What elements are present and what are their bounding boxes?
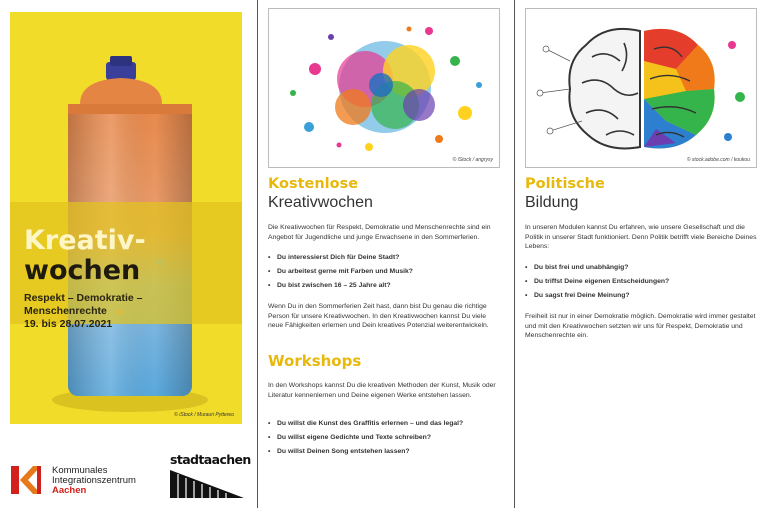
ki-logo-wordmark bbox=[52, 466, 136, 496]
cover-title-line2: wochen bbox=[24, 255, 141, 286]
paint-splash-image bbox=[268, 8, 500, 168]
question-list bbox=[525, 264, 757, 306]
list-item: • Du sagst frei Deine Meinung? bbox=[525, 292, 757, 300]
brain-illustration bbox=[526, 9, 757, 168]
stadt-aachen-logo bbox=[170, 452, 251, 498]
cover-subtitle-line: Menschenrechte bbox=[24, 305, 107, 317]
kreativwochen-panel bbox=[257, 0, 512, 508]
list-item: • Du arbeitest gerne mit Farben und Musik? bbox=[268, 268, 500, 276]
cover-title-line1: Kreativ- bbox=[24, 225, 146, 256]
list-item: • Du willst Deinen Song entstehen lassen? bbox=[268, 448, 500, 456]
intro-text: Die Kreativwochen für Respekt, Demokratie und Menschenrechte sind ein Angebot für Jugendliche und junge Erwachsene in den Sommerferien. bbox=[268, 224, 491, 241]
list-item: • Du interessierst Dich für Deine Stadt? bbox=[268, 254, 500, 262]
section-heading-accent: Kostenlose bbox=[268, 176, 359, 192]
list-item: • Du bist frei und unabhängig? bbox=[525, 264, 757, 272]
cover-subtitle bbox=[24, 292, 142, 331]
image-credit: © iStock / angrysy bbox=[452, 157, 493, 163]
workshops-list bbox=[268, 420, 500, 462]
cover-subtitle-line: Respekt – Demokratie – bbox=[24, 292, 143, 304]
list-item: • Du bist zwischen 16 – 25 Jahre alt? bbox=[268, 282, 500, 290]
cover-date: 19. bis 28.07.2021 bbox=[24, 318, 113, 330]
paint-splash-illustration bbox=[269, 9, 500, 168]
brain-image bbox=[525, 8, 757, 168]
intro-text: In unseren Modulen kannst Du erfahren, wie unsere Gesellschaft und die Politik in unserer Stadt funktioniert. Denn Politik betrifft viele Bereiche Deines Lebens: bbox=[525, 224, 757, 251]
section-heading-accent: Politische bbox=[525, 176, 605, 192]
stadt-aachen-stripes bbox=[170, 452, 251, 498]
outro-text: Wenn Du in den Sommerferien Zeit hast, dann bist Du genau die richtige Person für unsere Kreativwochen. In den Kreativwochen kannst Du viele neue Fähigkeiten erlernen und Dein kreatives Potenzial weiterentwickeln. bbox=[268, 303, 489, 330]
cover-image-credit: © iStock / Murauri Pyttereo bbox=[174, 412, 234, 418]
list-item: • Du willst die Kunst des Graffitis erlernen – und das legal? bbox=[268, 420, 500, 428]
ki-line: Integrationszentrum bbox=[52, 475, 136, 486]
outro-text: Freiheit ist nur in einer Demokratie möglich. Demokratie wird immer gestaltet und mit den Kreativwochen setzten wir uns für Respekt, Demokratie und Menschenrechte ein. bbox=[525, 313, 756, 340]
workshops-text: In den Workshops kannst Du die kreativen Methoden der Kunst, Musik oder Literatur kennenlernen und Deine eigenen Werke entstehen lassen. bbox=[268, 382, 496, 399]
workshops-heading: Workshops bbox=[268, 352, 362, 370]
list-item: • Du willst eigene Gedichte und Texte schreiben? bbox=[268, 434, 500, 442]
ki-line: Kommunales bbox=[52, 465, 108, 476]
question-list bbox=[268, 254, 500, 296]
section-heading: Kreativwochen bbox=[268, 194, 373, 211]
list-item: • Du triffst Deine eigenen Entscheidungen? bbox=[525, 278, 757, 286]
ki-logo bbox=[11, 466, 41, 494]
image-credit: © stock.adobe.com / koukou bbox=[686, 157, 750, 163]
politische-bildung-panel bbox=[514, 0, 768, 508]
stadt-aachen-wordmark: stadtaachen bbox=[170, 452, 251, 467]
cover-panel bbox=[0, 0, 254, 508]
ki-line-city: Aachen bbox=[52, 485, 87, 496]
section-heading: Bildung bbox=[525, 194, 579, 211]
cover-image bbox=[10, 12, 242, 424]
cover-title bbox=[24, 226, 146, 286]
